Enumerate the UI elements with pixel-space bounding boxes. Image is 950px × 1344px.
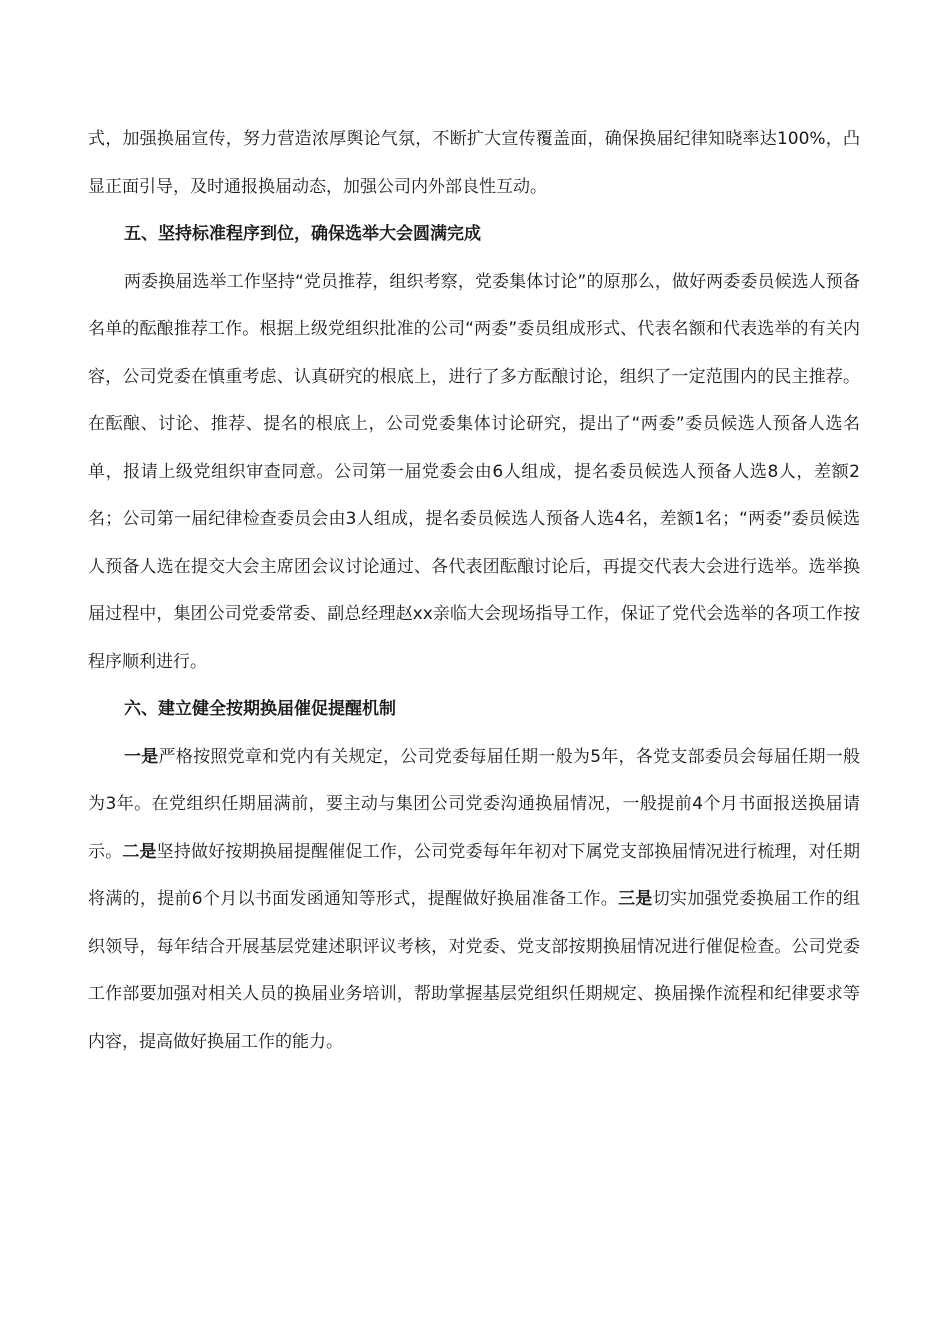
point-label-2: 二是 bbox=[122, 841, 157, 862]
point-text-3: 切实加强党委换届工作的组织领导，每年结合开展基层党建述职评议考核，对党委、党支部按期换届情况进行催促检查。公司党委工作部要加强对相关人员的换届业务培训，帮助掌握基层党组织任期规定、换届操作流程和纪律要求等内容，提高做好换届工作的能力。 bbox=[88, 889, 861, 1052]
paragraph-election: 两委换届选举工作坚持“党员推荐，组织考察，党委集体讨论”的原那么，做好两委委员候选人预备名单的酝酿推荐工作。根据上级党组织批准的公司“两委”委员组成形式、代表名额和代表选举的有关内容，公司党委在慎重考虑、认真研究的根底上，进行了多方酝酿讨论，组织了一定范围内的民主推荐。在酝酿、讨论、推荐、提名的根底上，公司党委集体讨论研究，提出了“两委”委员候选人预备人选名单，报请上级党组织审查同意。公司第一届党委会由6人组成，提名委员候选人预备人选8人，差额2名；公司第一届纪律检查委员会由3人组成，提名委员候选人预备人选4名，差额1名；“两委”委员候选人预备人选在提交大会主席团会议讨论通过、各代表团酝酿讨论后，再提交代表大会进行选举。选举换届过程中，集团公司党委常委、副总经理赵xx亲临大会现场指导工作，保证了党代会选举的各项工作按程序顺利进行。 bbox=[88, 271, 860, 672]
point-text-1: 严格按照党章和党内有关规定，公司党委每届任期一般为5年，各党支部委员会每届任期一般为3年。在党组织任期届满前，要主动与集团公司党委沟通换届情况，一般提前4个月书面报送换届请示。 bbox=[88, 746, 861, 862]
section-heading-5: 五、坚持标准程序到位，确保选举大会圆满完成 bbox=[124, 224, 481, 244]
paragraph-mechanism bbox=[88, 734, 860, 1067]
point-text-2: 坚持做好按期换届提醒催促工作，公司党委每年年初对下属党支部换届情况进行梳理，对任期将满的，提前6个月以书面发函通知等形式，提醒做好换届准备工作。 bbox=[88, 841, 861, 909]
point-label-3: 三是 bbox=[618, 889, 653, 909]
paragraph-continuation: 式，加强换届宣传，努力营造浓厚舆论气氛，不断扩大宣传覆盖面，确保换届纪律知晓率达100%，凸显正面引导，及时通报换届动态，加强公司内外部良性互动。 bbox=[88, 129, 860, 197]
section-heading-6: 六、建立健全按期换届催促提醒机制 bbox=[124, 699, 396, 719]
point-label-1: 一是 bbox=[124, 746, 159, 767]
document-body bbox=[88, 116, 860, 1066]
